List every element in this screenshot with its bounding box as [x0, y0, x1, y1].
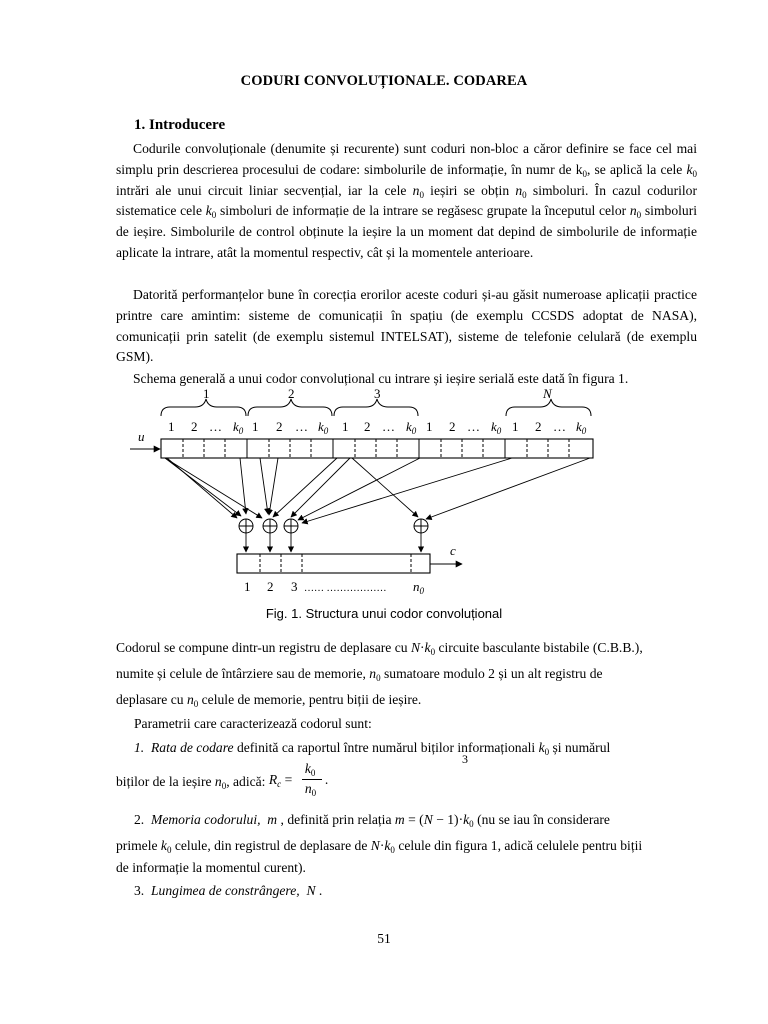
output-register: [237, 554, 430, 573]
text-line: 3. Lungimea de constrângere, N .: [134, 883, 323, 898]
text-line: Codorul se compune dintr-un registru de deplasare cu $N\cdot k_0$ circuite basculante bistabile (C.B.B.),: [116, 640, 643, 657]
input-label-u: u: [138, 429, 145, 444]
svg-text:2: 2: [276, 419, 283, 434]
svg-text:1: 1: [512, 419, 519, 434]
figure-encoder-diagram: [120, 383, 600, 608]
svg-text:…: …: [382, 419, 395, 434]
intro-paragraph-3: Schema generală a unui codor convoluțional cu intrare și ieșire serială este dată în figura 1.: [133, 371, 629, 386]
encoder-diagram-svg: [120, 383, 600, 603]
svg-text:…: …: [467, 419, 480, 434]
svg-text:k0: $k_0$: [576, 419, 587, 436]
text-line: de informație la momentul curent).: [116, 860, 306, 875]
group-label-2: 2: [288, 386, 295, 401]
svg-text:1: 1: [252, 419, 259, 434]
adder-connections: [165, 458, 590, 523]
text-line: 1. Rata de codare definită ca raportul între numărul biților informaționali $k_0$ și numărul: [134, 740, 611, 757]
output-label-c: c: [450, 543, 456, 558]
out-cell-2: 2: [267, 579, 274, 594]
shift-register: [161, 439, 593, 458]
svg-text:…: …: [553, 419, 566, 434]
svg-text:1: 1: [426, 419, 433, 434]
register-cell-labels: [168, 419, 587, 436]
xor-adder-icon: [414, 519, 428, 533]
group-label-N: N: [543, 386, 552, 401]
svg-text:2: 2: [364, 419, 371, 434]
rate-formula: $R_c$ = $k_0$ $n_0$ .: [268, 761, 329, 798]
group-braces: [161, 399, 591, 416]
group-label-1: 1: [203, 386, 210, 401]
svg-text:k0: $k_0$: [233, 419, 244, 436]
page-title: CODURI CONVOLUȚIONALE. CODAREA: [240, 73, 528, 89]
out-cell-1: 1: [244, 579, 251, 594]
svg-text:1: 1: [168, 419, 175, 434]
xor-adder-icon: [263, 519, 277, 533]
text-line: primele $k_0$ celule, din registrul de deplasare de $N\cdot k_0$ celule din figura 1, adică celulele pentru biții: [116, 838, 643, 855]
intro-paragraph-1: Codurile convoluționale (denumite și recurente) sunt coduri non-bloc a căror definire se face cel mai simplu prin descrierea procesului de codare: simbolurile de informație, în numr de $k_0$, se aplică la cele $k_0$ intrări ale unui circuit liniar secvențial, iar la cele $n_0$ ieșiri se obțin $n_0$ simboluri. În cazul codurilor sistematice cele $k_0$ simboluri de informație de la intrare se regăsesc grupate la începutul celor $n_0$ simboluri de ieșire. Simbolurile de control obținute la ieșire la un moment dat depind de simbolurile de informație aplicate la intrare, atât la momentul respectiv, cât și la momentele anterioare.: [116, 141, 697, 260]
xor-adder-icon: [284, 519, 298, 533]
xor-adder-icon: [239, 519, 253, 533]
text-line: 2. Memoria codorului, m , definită prin relația $m = (N - 1)\cdot k_0$ (nu se iau în considerare: [134, 812, 610, 829]
group-label-3: 3: [374, 386, 381, 401]
svg-text:…: …: [209, 419, 222, 434]
section-heading: 1. Introducere: [134, 117, 226, 133]
svg-text:k0: $k_0$: [491, 419, 502, 436]
svg-text:2: 2: [535, 419, 542, 434]
svg-text:2: 2: [191, 419, 198, 434]
figure-caption: Fig. 1. Structura unui codor convoluțional: [265, 606, 503, 621]
out-cell-n0: $n_0$: [413, 579, 424, 596]
stray-digit: 3: [462, 752, 468, 766]
svg-text:k0: $k_0$: [406, 419, 417, 436]
svg-text:1: 1: [342, 419, 349, 434]
page-number: 51: [377, 931, 391, 946]
out-cell-3: 3: [291, 579, 298, 594]
text-line: deplasare cu $n_0$ celule de memorie, pentru biții de ieșire.: [116, 692, 422, 709]
adder-to-output: [246, 533, 421, 552]
xor-adders: [239, 519, 428, 533]
text-line: numite și celule de întârziere sau de memorie, $n_0$ sumatoare modulo 2 și un alt registru de: [116, 666, 603, 683]
svg-text:2: 2: [449, 419, 456, 434]
svg-text:k0: $k_0$: [318, 419, 329, 436]
text-line: Parametrii care caracterizează codorul sunt:: [134, 716, 372, 731]
out-cell-dots: …… ………………: [304, 583, 387, 594]
intro-paragraph-2: Datorită performanțelor bune în corecția erorilor aceste coduri și-au găsit numeroase aplicații practice printre care amintim: sisteme de comunicații în spațiu (de exemplu CCSDS adoptat de NASA), comunicații prin satelit (de exemplu sistemul INTELSAT), sisteme de telefonie celulară (de exemplu GSM).: [116, 287, 697, 365]
svg-text:…: …: [295, 419, 308, 434]
text-line: biților de la ieșire $n_0$, adică: $R_c$ = $k_0$ $n_0$ .: [116, 772, 331, 790]
